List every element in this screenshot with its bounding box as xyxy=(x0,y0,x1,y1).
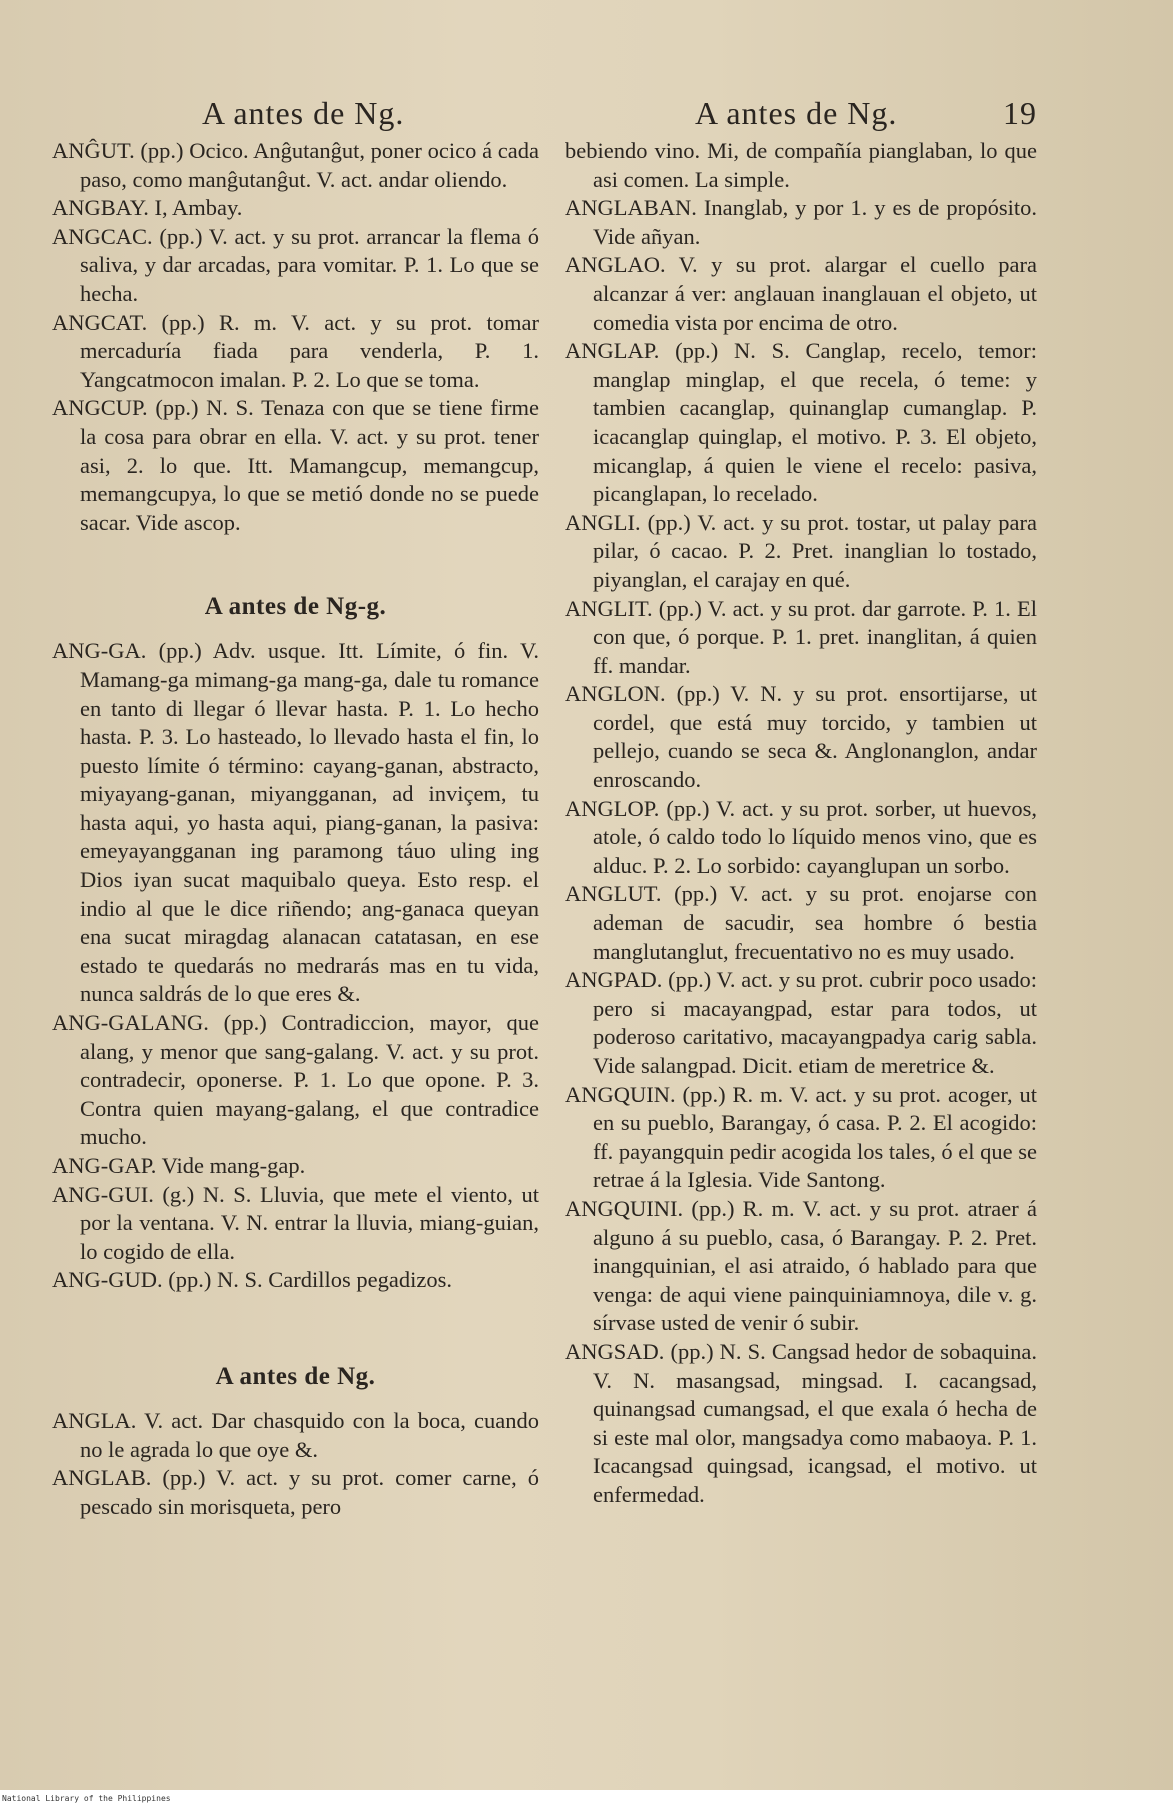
entry-anglut: ANGLUT. (pp.) V. act. y su prot. enojarse con ademan de sacudir, sea hombre ó bestia manglutanglut, frecuentativo no es muy usado. xyxy=(565,881,1037,964)
entry-continuation: bebiendo vino. Mi, de compañía pianglaban, lo que asi comen. La simple. xyxy=(565,138,1037,192)
entry-angquini: ANGQUINI. (pp.) R. m. V. act. y su prot. atraer á alguno á su pueblo, casa, ó Barangay. P. 2. Pret. inangquinian, el asi atraido, ó hablado para que venga: de aqui viene painquiniamnoya, dile v. g. sírvase usted de venir ó subir. xyxy=(565,1195,1037,1336)
entry-ang-gud: ANG-GUD. (pp.) N. S. Cardillos pegadizos. xyxy=(52,1267,452,1293)
footer-credit: National Library of the Philippines xyxy=(0,1790,1173,1808)
right-column xyxy=(565,95,1037,1510)
section-heading-ng: A antes de Ng. xyxy=(215,1362,376,1390)
entry-angli: ANGLI. (pp.) V. act. y su prot. tostar, ut palay para pilar, ó cacao. P. 2. Pret. inanglian lo tostado, piyanglan, el carajay en qué. xyxy=(565,509,1037,592)
running-head-title: A antes de Ng. xyxy=(695,95,898,131)
entry-angcup: ANGCUP. (pp.) N. S. Tenaza con que se tiene firme la cosa para obrar en ella. V. act. y su prot. tener asi, 2. lo que. Itt. Mamangcup, memangcup, memangcupya, lo que se metió donde no se puede sacar. Vide ascop. xyxy=(52,395,539,535)
entry-ang-ga: ANG-GA. (pp.) Adv. usque. Itt. Límite, ó fin. V. Mamang-ga mimang-ga mang-ga, dale tu romance en tanto di llegar ó llevar hasta. P. 1. Lo hecho hasta. P. 3. Lo hasteado, lo llevado hasta el fin, lo puesto límite ó término: cayang-ganan, abstracto, miyayang-ganan, miyangganan, ad inviçem, tu hasta aqui, yo hasta aqui, piang-ganan, la pasiva: emeyayangganan ing paramong táuo uling ing Dios iyan sucat maquibalo queya. Esto resp. el indio al que le dice riñendo; ang-ganaca queyan ena sucat miragdag alanacan catatasan, en ese estado te quedarás no medrarás mas en tu vida, nunca saldrás de lo que eres &. xyxy=(52,638,539,1007)
running-head-left xyxy=(52,95,539,133)
entry-angcac: ANGCAC. (pp.) V. act. y su prot. arrancar la flema ó saliva, y dar arcadas, para vomitar. P. 1. Lo que se hecha. xyxy=(52,223,539,306)
section-heading-ng-g: A antes de Ng-g. xyxy=(204,593,387,621)
entry-angsad: ANGSAD. (pp.) N. S. Cangsad hedor de sobaquina. V. N. masangsad, mingsad. I. cacangsad, quinangsad cumangsad, el que exala ó hecha de si este mal olor, mangsadya como mabaoya. P. 1. Icacangsad quingsad, icangsad, el motivo. ut enfermedad. xyxy=(565,1338,1037,1507)
entry-angla: ANGLA. V. act. Dar chasquido con la boca, cuando no le agrada lo que oye &. xyxy=(52,1407,539,1462)
entry-anglao: ANGLAO. V. y su prot. alargar el cuello para alcanzar á ver: anglauan inanglauan el objeto, ut comedia vista por encima de otro. xyxy=(565,252,1037,335)
entry-ang-galang: ANG-GALANG. (pp.) Contradiccion, mayor, que alang, y menor que sang-galang. V. act. y su prot. contradecir, oponerse. P. 1. Lo que opone. P. 3. Contra quien mayang-galang, el que contradice mucho. xyxy=(52,1010,539,1150)
entry-ang-gui: ANG-GUI. (g.) N. S. Lluvia, que mete el viento, ut por la ventana. V. N. entrar la lluvia, miang-guian, lo cogido de ella. xyxy=(52,1181,539,1264)
entry-anglon: ANGLON. (pp.) V. N. y su prot. ensortijarse, ut cordel, que está muy torcido, y tambien ut pellejo, cuando se seca &. Anglonanglon, andar enroscando. xyxy=(565,681,1037,793)
entry-anglab: ANGLAB. (pp.) V. act. y su prot. comer carne, ó pescado sin morisqueta, pero xyxy=(52,1465,539,1519)
entry-angbay: ANGBAY. I, Ambay. xyxy=(52,195,243,221)
page-number: 19 xyxy=(1003,95,1037,131)
entry-anglop: ANGLOP. (pp.) V. act. y su prot. sorber, ut huevos, atole, ó caldo todo lo líquido menos vino, que es alduc. P. 2. Lo sorbido: cayanglupan un sorbo. xyxy=(565,795,1037,878)
entry-angcat: ANGCAT. (pp.) R. m. V. act. y su prot. tomar mercaduría fiada para venderla, P. 1. Yangcatmocon imalan. P. 2. Lo que se toma. xyxy=(52,309,539,392)
entry-angut: ANĜUT. (pp.) Ocico. Anĝutanĝut, poner ocico á cada paso, como manĝutanĝut. V. act. andar oliendo. xyxy=(52,138,539,192)
entry-angquin: ANGQUIN. (pp.) R. m. V. act. y su prot. acoger, ut en su pueblo, Barangay, ó casa. P. 2. El acogido: ff. payangquin pedir acogida los tales, ó el que se retrae á la Iglesia. Vide Santong. xyxy=(565,1081,1037,1193)
left-column xyxy=(52,95,539,1521)
running-head-right xyxy=(565,95,1037,133)
entry-anglit: ANGLIT. (pp.) V. act. y su prot. dar garrote. P. 1. El con que, ó porque. P. 1. pret. inanglitan, á quien ff. mandar. xyxy=(565,595,1037,678)
entry-anglaban: ANGLABAN. Inanglab, y por 1. y es de propósito. Vide añyan. xyxy=(565,195,1037,249)
running-head-title: A antes de Ng. xyxy=(202,95,405,131)
entry-ang-gap: ANG-GAP. Vide mang-gap. xyxy=(52,1153,306,1178)
entry-angpad: ANGPAD. (pp.) V. act. y su prot. cubrir poco usado: pero si macayangpad, estar para todos, ut poderoso caritativo, macayangpadya carig sabla. Vide salangpad. Dicit. etiam de meretrice &. xyxy=(565,967,1037,1078)
entry-anglap: ANGLAP. (pp.) N. S. Canglap, recelo, temor: manglap minglap, el que recela, ó teme: y tambien cacanglap, quinanglap cumanglap. P. icacanglap quinglap, el motivo. P. 3. El objeto, micanglap, á quien le viene el recelo: pasiva, picanglapan, lo recelado. xyxy=(565,338,1037,507)
